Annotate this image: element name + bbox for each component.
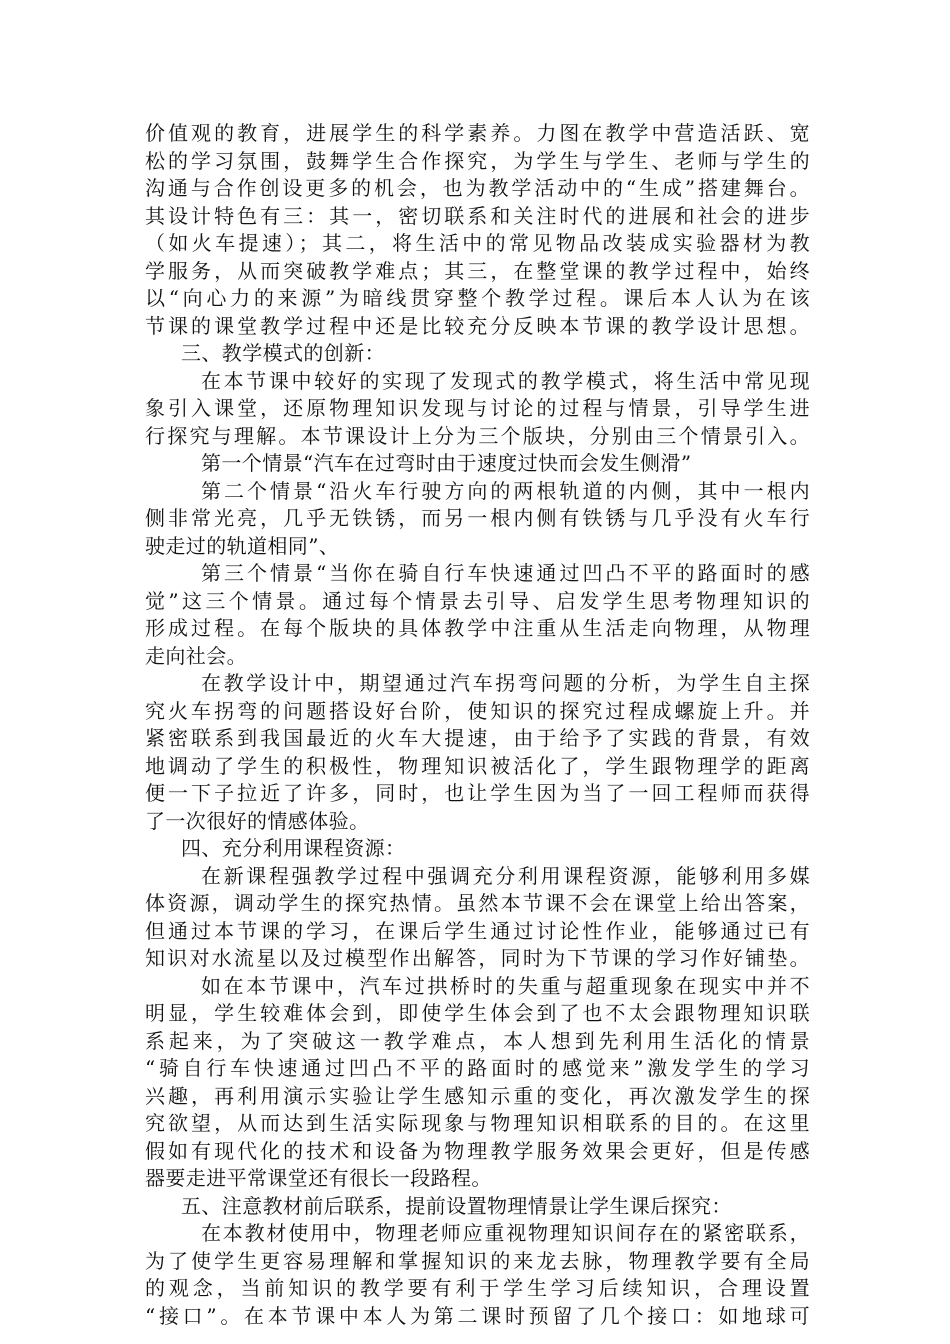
text-line: 第二个情景“沿火车行驶方向的两根轨道的内侧，其中一根内 — [201, 478, 810, 503]
text-line: 器要走进平常课堂还有很长一段路程。 — [145, 1166, 492, 1190]
text-line: 的观念，当前知识的教学要有利于学生学习后续知识，合理设置 — [145, 1276, 810, 1300]
text-line: 驶走过的轨道相同”、 — [145, 533, 340, 558]
text-line: 行探究与理解。本节课设计上分为三个版块，分别由三个情景引入。 — [145, 423, 810, 448]
text-line: 假如有现代化的技术和设备为物理教学服务效果会更好，但是传感 — [145, 1138, 810, 1163]
text-line: 在本教材使用中，物理老师应重视物理知识间存在的紧密联系， — [201, 1221, 810, 1245]
text-line: 兴趣，再利用演示实验让学生感知示重的变化，再次激发学生的探 — [145, 1083, 810, 1108]
text-line: 明显，学生较难体会到，即使学生体会到了也不太会跟物理知识联 — [145, 1001, 810, 1025]
text-line: “骑自行车快速通过凹凸不平的路面时的感觉来”激发学生的学习 — [145, 1056, 810, 1080]
text-line: 侧非常光亮，几乎无铁锈，而另一根内侧有铁锈与几乎没有火车行 — [145, 506, 810, 530]
text-line: 体资源，调动学生的探究热情。虽然本节课不会在课堂上给出答案， — [145, 891, 810, 915]
text-line: 象引入课堂，还原物理知识发现与讨论的过程与情景，引导学生进 — [145, 396, 810, 420]
text-line: 究火车拐弯的问题搭设好台阶，使知识的探究过程成螺旋上升。并 — [145, 698, 810, 723]
text-line: 松的学习氛围，鼓舞学生合作探究，为学生与学生、老师与学生的 — [145, 148, 810, 173]
text-line: 其设计特色有三：其一，密切联系和关注时代的进展和社会的进步 — [145, 203, 810, 228]
text-line: 但通过本节课的学习，在课后学生通过讨论性作业，能够通过已有 — [145, 918, 810, 943]
section-heading: 五、注意教材前后联系，提前设置物理情景让学生课后探究： — [181, 1193, 732, 1218]
text-line: 了一次很好的情感体验。 — [145, 808, 370, 833]
text-line: 学服务，从而突破教学难点；其三，在整堂课的教学过程中，始终 — [145, 258, 810, 283]
text-line: 节课的课堂教学过程中还是比较充分反映本节课的教学设计思想。 — [145, 313, 810, 338]
text-line: 便一下子拉近了许多，同时，也让学生因为当了一回工程师而获得 — [145, 781, 810, 805]
text-line: （如火车提速）；其二，将生活中的常见物品改装成实验器材为教 — [145, 231, 810, 255]
text-line: 在教学设计中，期望通过汽车拐弯问题的分析，为学生自主探 — [201, 671, 810, 695]
text-line: 价值观的教育，进展学生的科学素养。力图在教学中营造活跃、宽 — [145, 121, 810, 145]
text-line: 以“向心力的来源”为暗线贯穿整个教学过程。课后本人认为在该 — [145, 286, 810, 310]
section-heading: 三、教学模式的创新： — [181, 341, 385, 365]
text-line: 紧密联系到我国最近的火车大提速，由于给予了实践的背景，有效 — [145, 726, 810, 750]
text-line: 系起来，为了突破这一教学难点，本人想到先利用生活化的情景 — [145, 1028, 810, 1053]
text-line: 地调动了学生的积极性，物理知识被活化了，学生跟物理学的距离 — [145, 753, 810, 778]
text-line: “接口”。在本节课中本人为第二课时预留了几个接口：如地球可 — [145, 1303, 810, 1328]
text-line: 知识对水流星以及过模型作出解答，同时为下节课的学习作好铺垫。 — [145, 946, 810, 970]
text-line: 究欲望，从而达到生活实际现象与物理知识相联系的目的。在这里 — [145, 1111, 810, 1135]
text-line: 为了使学生更容易理解和掌握知识的来龙去脉，物理教学要有全局 — [145, 1248, 810, 1273]
document-body — [145, 120, 810, 1330]
text-line: 在新课程强教学过程中强调充分利用课程资源，能够利用多媒 — [201, 863, 810, 888]
section-heading: 四、充分利用课程资源： — [181, 836, 406, 860]
text-line: 觉”这三个情景。通过每个情景去引导、启发学生思考物理知识的 — [145, 588, 810, 613]
text-line: 在本节课中较好的实现了发现式的教学模式，将生活中常见现 — [201, 368, 810, 393]
text-line: 走向社会。 — [145, 643, 247, 668]
text-line: 第三个情景“当你在骑自行车快速通过凹凸不平的路面时的感 — [201, 561, 810, 585]
text-line: 形成过程。在每个版块的具体教学中注重从生活走向物理，从物理 — [145, 616, 810, 640]
text-line: 如在本节课中，汽车过拱桥时的失重与超重现象在现实中并不 — [201, 973, 810, 998]
text-line: 沟通与合作创设更多的机会，也为教学活动中的“生成”搭建舞台。 — [145, 176, 810, 200]
text-line: 第一个情景“汽车在过弯时由于速度过快而会发生侧滑” — [201, 451, 692, 475]
